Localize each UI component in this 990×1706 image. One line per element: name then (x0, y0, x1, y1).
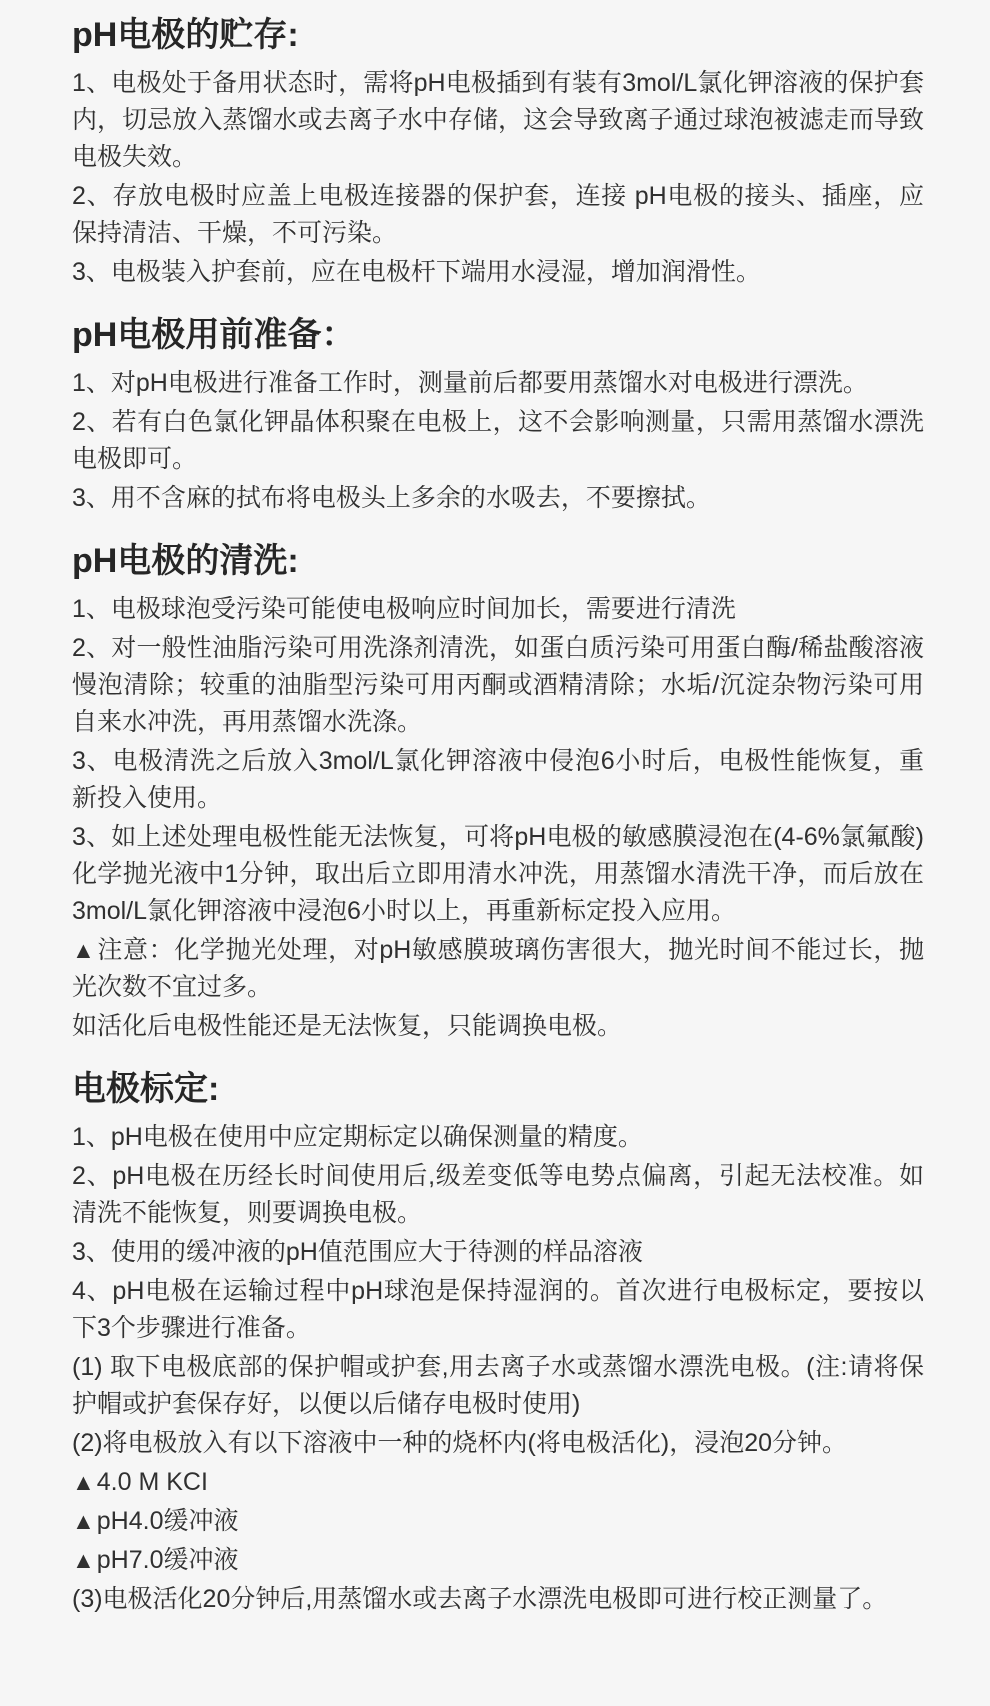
note-item (72, 932, 924, 1006)
section-cleaning (72, 539, 926, 1045)
step-item: (1) 取下电极底部的保护帽或护套,用去离子水或蒸馏水漂洗电极。(注:请将保护帽或护套保存好，以便以后储存电极时使用) (72, 1353, 924, 1418)
list-item: 3、电极装入护套前，应在电极杆下端用水浸湿，增加润滑性。 (72, 258, 761, 286)
list-item: 3、使用的缓冲液的pH值范围应大于待测的样品溶液 (72, 1238, 643, 1266)
step-item: (2)将电极放入有以下溶液中一种的烧杯内(将电极活化)，浸泡20分钟。 (72, 1429, 848, 1457)
list-item: 3、用不含麻的拭布将电极头上多余的水吸去，不要擦拭。 (72, 484, 711, 512)
solution-option (72, 1542, 924, 1579)
triangle-bullet-icon: ▲ (72, 937, 95, 963)
list-item: 3、如上述处理电极性能无法恢复，可将pH电极的敏感膜浸泡在(4-6%氯氟酸)化学抛光液中1分钟，取出后立即用清水冲洗，用蒸馏水清洗干净，而后放在3mol/L氯化钾溶液中浸泡6小时以上，再重新标定投入应用。 (72, 823, 924, 925)
solution-option-text: pH4.0缓冲液 (96, 1507, 239, 1535)
list-item: 1、pH电极在使用中应定期标定以确保测量的精度。 (72, 1123, 643, 1151)
triangle-bullet-icon: ▲ (72, 1508, 95, 1534)
triangle-bullet-icon: ▲ (72, 1547, 95, 1573)
list-item: 1、电极球泡受污染可能使电极响应时间加长，需要进行清洗 (72, 595, 736, 623)
solution-option-text: 4.0 M KCI (96, 1468, 208, 1496)
section-heading-cleaning: pH电极的清洗: (72, 542, 299, 580)
list-item: 1、对pH电极进行准备工作时，测量前后都要用蒸馏水对电极进行漂洗。 (72, 369, 868, 397)
solution-option (72, 1464, 924, 1501)
section-calibration (72, 1067, 926, 1618)
list-item: 1、电极处于备用状态时，需将pH电极插到有装有3mol/L氯化钾溶液的保护套内，切忌放入蒸馏水或去离子水中存储，这会导致离子通过球泡被滤走而导致电极失效。 (72, 69, 924, 171)
solution-option-text: pH7.0缓冲液 (96, 1546, 239, 1574)
list-item: 3、电极清洗之后放入3mol/L氯化钾溶液中侵泡6小时后，电极性能恢复，重新投入使用。 (72, 747, 924, 812)
step-item: (3)电极活化20分钟后,用蒸馏水或去离子水漂洗电极即可进行校正测量了。 (72, 1585, 888, 1613)
section-preparation (72, 313, 926, 517)
section-heading-storage: pH电极的贮存: (72, 16, 299, 54)
solution-option (72, 1503, 924, 1540)
section-storage (72, 13, 926, 291)
section-heading-calibration: 电极标定: (72, 1070, 220, 1108)
list-item: 2、pH电极在历经长时间使用后,级差变低等电势点偏离，引起无法校准。如清洗不能恢复，则要调换电极。 (72, 1162, 924, 1227)
list-item: 2、存放电极时应盖上电极连接器的保护套，连接 pH电极的接头、插座，应保持清洁、干燥，不可污染。 (72, 182, 924, 247)
section-heading-preparation: pH电极用前准备： (72, 316, 356, 354)
remark-item: 如活化后电极性能还是无法恢复，只能调换电极。 (72, 1012, 623, 1040)
list-item: 4、pH电极在运输过程中pH球泡是保持湿润的。首次进行电极标定，要按以下3个步骤进行准备。 (72, 1277, 924, 1342)
list-item: 2、若有白色氯化钾晶体积聚在电极上，这不会影响测量，只需用蒸馏水漂洗电极即可。 (72, 408, 924, 473)
note-text: 注意：化学抛光处理，对pH敏感膜玻璃伤害很大，抛光时间不能过长，抛光次数不宜过多。 (72, 936, 924, 1001)
list-item: 2、对一般性油脂污染可用洗涤剂清洗，如蛋白质污染可用蛋白酶/稀盐酸溶液慢泡清除；较重的油脂型污染可用丙酮或酒精清除；水垢/沉淀杂物污染可用自来水冲洗，再用蒸馏水洗涤。 (72, 634, 924, 736)
triangle-bullet-icon: ▲ (72, 1469, 95, 1495)
